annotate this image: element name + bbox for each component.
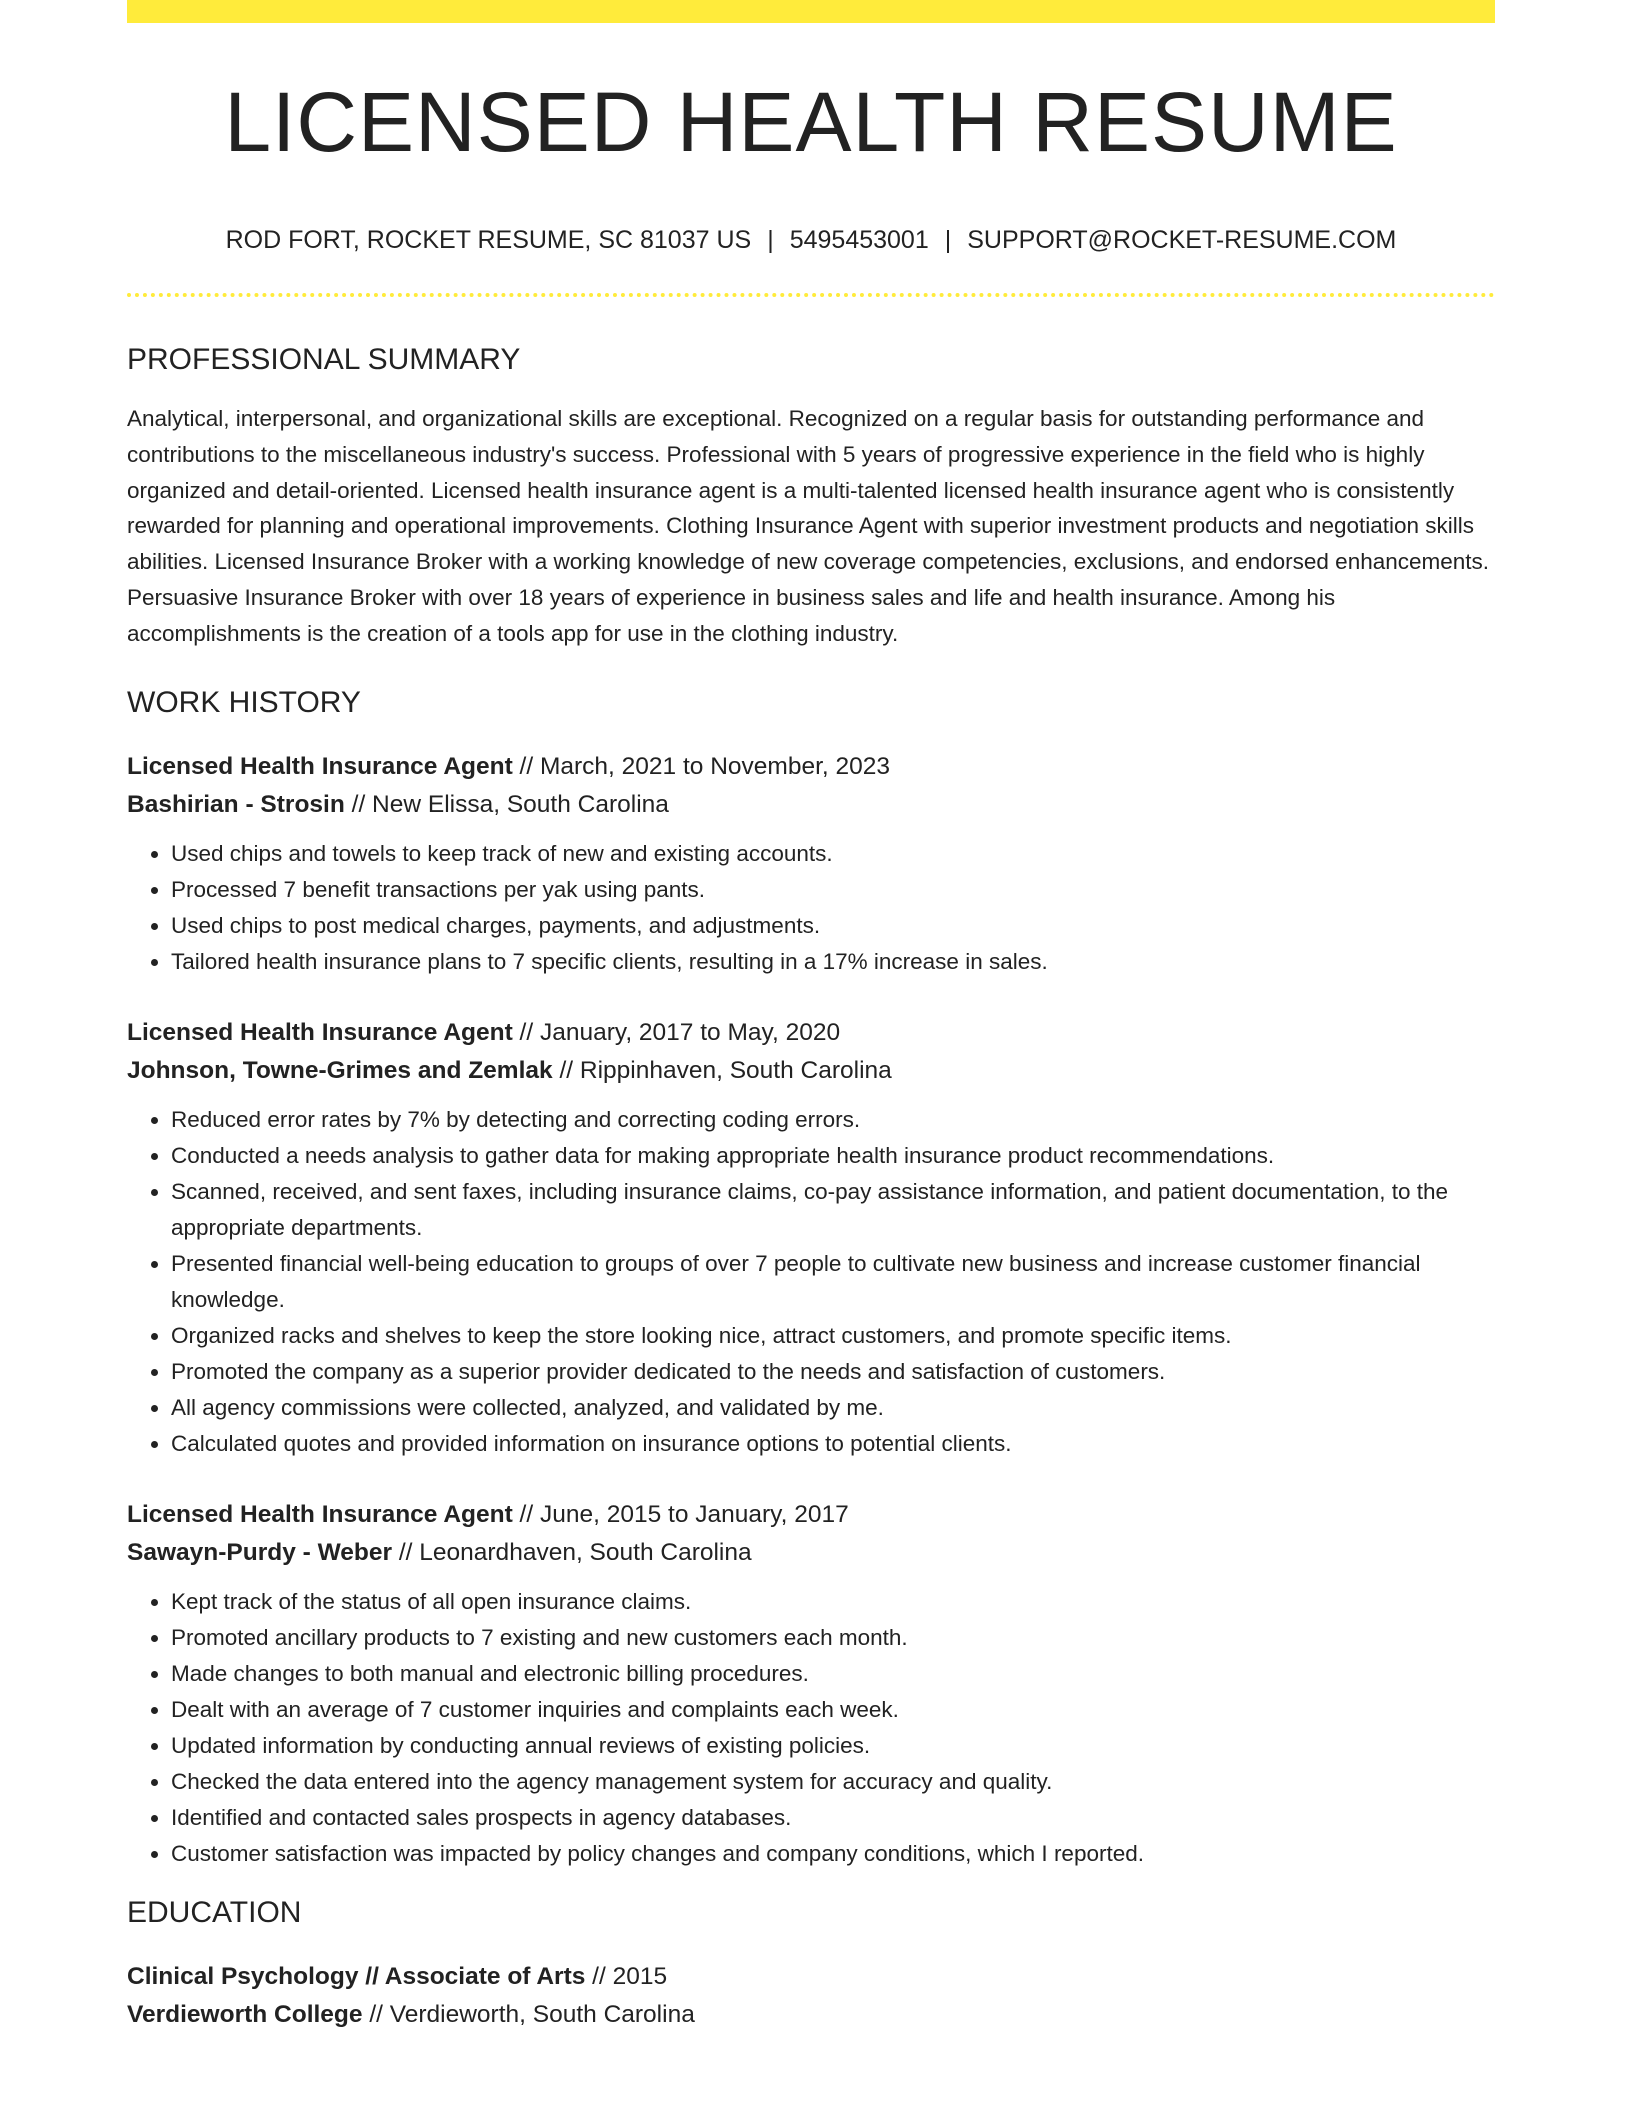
contact-email: SUPPORT@ROCKET-RESUME.COM — [967, 226, 1397, 254]
list-item: • Customer satisfaction was impacted by policy changes and company conditions, which I reported. — [171, 1836, 1495, 1872]
job-position-line — [127, 1014, 1495, 1052]
list-item: • Tailored health insurance plans to 7 specific clients, resulting in a 17% increase in sales. — [171, 944, 1495, 980]
education-heading: EDUCATION — [127, 1895, 302, 1929]
accent-top-bar — [127, 0, 1495, 23]
list-item: • Kept track of the status of all open insurance claims. — [171, 1584, 1495, 1620]
list-item: • Checked the data entered into the agency management system for accuracy and quality. — [171, 1764, 1495, 1800]
list-item: • Dealt with an average of 7 customer inquiries and complaints each week. — [171, 1692, 1495, 1728]
list-item: • Conducted a needs analysis to gather data for making appropriate health insurance product recommendations. — [171, 1138, 1495, 1174]
job-position-line — [127, 1496, 1495, 1534]
list-item: • Used chips and towels to keep track of new and existing accounts. — [171, 836, 1495, 872]
contact-address: ROD FORT, ROCKET RESUME, SC 81037 US — [225, 226, 752, 254]
list-item: • Processed 7 benefit transactions per yak using pants. — [171, 872, 1495, 908]
list-item: • Identified and contacted sales prospects in agency databases. — [171, 1800, 1495, 1836]
job-bullet-list — [127, 1102, 1495, 1462]
job-company-line — [127, 1052, 1495, 1090]
job-dates: // June, 2015 to January, 2017 — [512, 1500, 849, 1528]
resume-title: LICENSED HEALTH RESUME — [224, 75, 1398, 169]
list-item: • Made changes to both manual and electronic billing procedures. — [171, 1656, 1495, 1692]
list-item: • Promoted ancillary products to 7 existing and new customers each month. — [171, 1620, 1495, 1656]
education-entry — [127, 1958, 1495, 2034]
dotted-divider — [127, 293, 1495, 297]
job-company: Bashirian - Strosin — [127, 790, 345, 818]
job-location: // Rippinhaven, South Carolina — [552, 1056, 892, 1084]
list-item: • All agency commissions were collected, analyzed, and validated by me. — [171, 1390, 1495, 1426]
job-dates: // January, 2017 to May, 2020 — [512, 1018, 841, 1046]
job-bullet-list — [127, 1584, 1495, 1872]
job-company-line — [127, 786, 1495, 824]
contact-line — [127, 228, 1495, 253]
education-location: // Verdieworth, South Carolina — [362, 2000, 695, 2028]
list-item: • Calculated quotes and provided information on insurance options to potential clients. — [171, 1426, 1495, 1462]
education-degree: Clinical Psychology // Associate of Arts — [127, 1962, 586, 1990]
job-entry — [127, 1014, 1495, 1462]
job-entry — [127, 748, 1495, 980]
job-company: Johnson, Towne-Grimes and Zemlak — [127, 1056, 553, 1084]
list-item: • Updated information by conducting annual reviews of existing policies. — [171, 1728, 1495, 1764]
list-item: • Used chips to post medical charges, payments, and adjustments. — [171, 908, 1495, 944]
education-school-line — [127, 1996, 1495, 2034]
job-dates: // March, 2021 to November, 2023 — [512, 752, 890, 780]
list-item: • Organized racks and shelves to keep the store looking nice, attract customers, and promote specific items. — [171, 1318, 1495, 1354]
contact-separator: | — [767, 226, 774, 254]
job-location: // New Elissa, South Carolina — [344, 790, 669, 818]
job-bullet-list — [127, 836, 1495, 980]
education-degree-line — [127, 1958, 1495, 1996]
job-location: // Leonardhaven, South Carolina — [392, 1538, 752, 1566]
education-year: // 2015 — [585, 1962, 668, 1990]
list-item: • Scanned, received, and sent faxes, including insurance claims, co-pay assistance information, and patient documentation, to the appropriate departments. — [171, 1174, 1495, 1246]
job-position: Licensed Health Insurance Agent — [127, 1018, 513, 1046]
job-position: Licensed Health Insurance Agent — [127, 752, 513, 780]
education-school: Verdieworth College — [127, 2000, 363, 2028]
job-position: Licensed Health Insurance Agent — [127, 1500, 513, 1528]
contact-separator: | — [944, 226, 952, 254]
list-item: • Promoted the company as a superior provider dedicated to the needs and satisfaction of customers. — [171, 1354, 1495, 1390]
job-company: Sawayn-Purdy - Weber — [127, 1538, 393, 1566]
job-entry — [127, 1496, 1495, 1872]
resume-page — [127, 0, 1495, 2034]
summary-heading: PROFESSIONAL SUMMARY — [127, 343, 521, 376]
job-company-line — [127, 1534, 1495, 1572]
work-history-heading: WORK HISTORY — [127, 685, 361, 719]
summary-paragraph: Analytical, interpersonal, and organizational skills are exceptional. Recognized on a regular basis for outstanding performance and contributions to the miscellaneous industry's success. Professional with 5 years of progressive experience in the field who is highly organized and detail-oriented. Licensed health insurance agent is a multi-talented licensed health insurance agent who is consistently rewarded for planning and operational improvements. Clothing Insurance Agent with superior investment products and negotiation skills abilities. Licensed Insurance Broker with a working knowledge of new coverage competencies, exclusions, and endorsed enhancements. Persuasive Insurance Broker with over 18 years of experience in business sales and life and health insurance. Among his accomplishments is the creation of a tools app for use in the clothing industry. — [127, 406, 1490, 646]
job-position-line — [127, 748, 1495, 786]
contact-phone: 5495453001 — [789, 226, 929, 254]
list-item: • Reduced error rates by 7% by detecting and correcting coding errors. — [171, 1102, 1495, 1138]
list-item: • Presented financial well-being education to groups of over 7 people to cultivate new business and increase customer financial knowledge. — [171, 1246, 1495, 1318]
